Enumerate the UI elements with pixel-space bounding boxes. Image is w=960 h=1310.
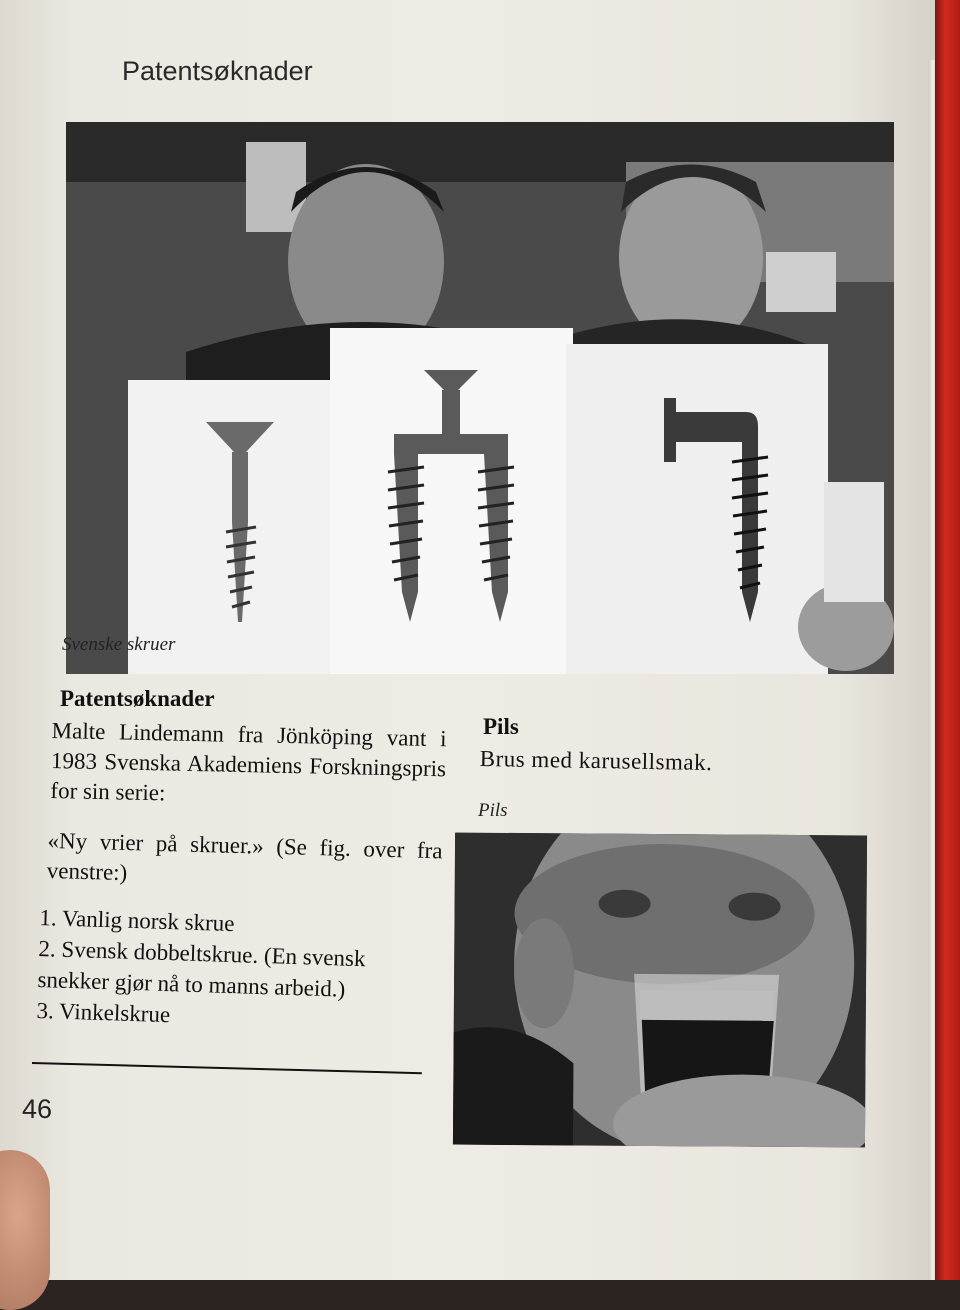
pils-photo-caption: Pils	[478, 800, 508, 821]
photo-of-two-men-with-screw-drawings-icon	[66, 122, 894, 674]
pils-heading: Pils	[483, 714, 519, 739]
list-item: 3. Vinkelskrue	[36, 997, 171, 1028]
page-number: 46	[22, 1094, 53, 1124]
patent-paragraph-1: Malte Lindemann fra Jönköping vant i 1983 Svenska Akademiens Forskningspris for sin serie:	[50, 717, 447, 806]
top-photo-caption: Svenske skruer	[62, 634, 176, 655]
pils-photo	[453, 833, 867, 1148]
photo-of-man-drinking-beer-icon	[453, 833, 867, 1148]
patent-heading: Patentsøknader	[60, 686, 215, 711]
top-photo	[66, 122, 894, 674]
list-item: 2. Svensk dobbeltskrue. (En svensk snekker gjør nå to manns arbeid.)	[37, 935, 366, 1002]
running-head: Patentsøknader	[122, 56, 313, 86]
patent-list	[36, 902, 440, 1039]
pils-text: Brus med karusellsmak.	[479, 745, 713, 776]
book-cover-edge	[935, 0, 960, 1280]
thumb	[0, 1150, 50, 1310]
patent-paragraph-2: «Ny vrier på skruer.» (Se fig. over fra venstre:)	[46, 827, 443, 886]
list-item: 1. Vanlig norsk skrue	[39, 904, 235, 937]
